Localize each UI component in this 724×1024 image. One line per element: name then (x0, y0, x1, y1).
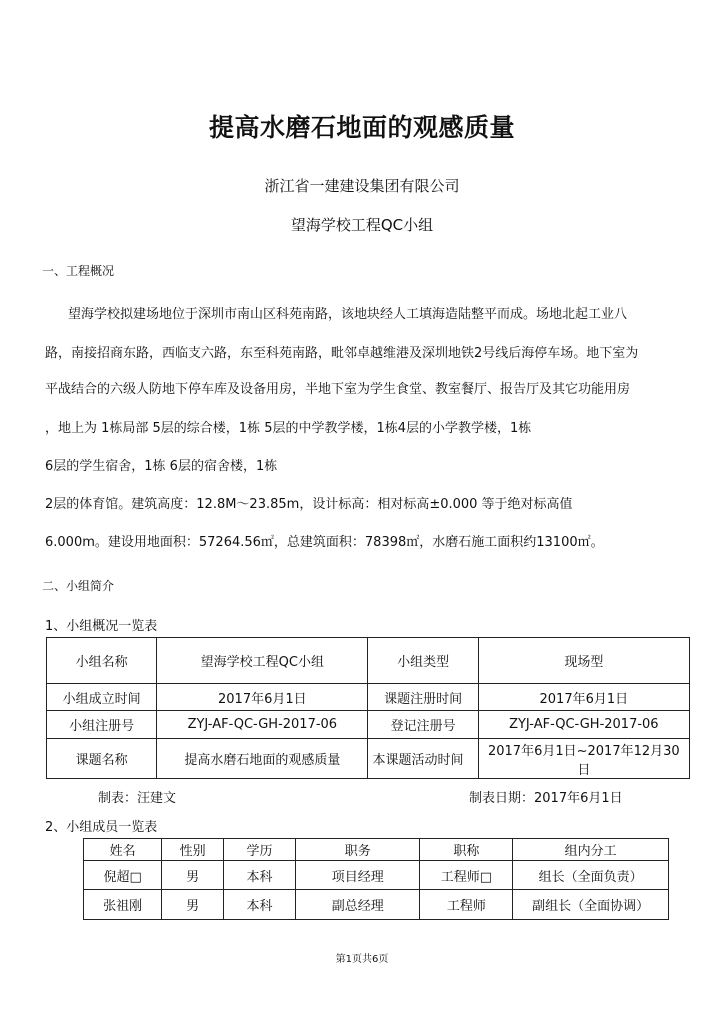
table-cell: 本科 (223, 861, 295, 890)
table-cell: 2017年6月1日~2017年12月30日 (478, 739, 689, 779)
overview-line: ，地上为 1栋局部 5层的综合楼，1栋 5层的中学教学楼，1栋4层的小学教学楼，1栋 (45, 421, 532, 436)
table-cell: 课题名称 (47, 739, 157, 779)
overview-line: 平战结合的六级人防地下停车库及设备用房，半地下室为学生食堂、教室餐厅、报告厅及其它功能用房 (45, 382, 631, 397)
table-cell: 项目经理 (296, 861, 420, 890)
overview-line: 6层的学生宿舍，1栋 6层的宿舍楼，1栋 (45, 459, 278, 474)
made-date: 制表日期：2017年6月1日 (469, 791, 623, 806)
table-row (47, 638, 690, 684)
table-cell: 课题注册时间 (368, 684, 478, 711)
table-cell: 男 (162, 861, 224, 890)
table-cell: 工程师□ (420, 861, 513, 890)
table-cell: 提高水磨石地面的观感质量 (157, 739, 368, 779)
made-by: 制表：汪建文 (98, 791, 177, 806)
table-row (84, 890, 669, 920)
table-header-cell: 组内分工 (513, 839, 669, 861)
table-cell: 小组成立时间 (47, 684, 157, 711)
table-header-cell: 职务 (296, 839, 420, 861)
table-cell: 工程师 (420, 890, 513, 920)
table-cell: 副组长（全面协调） (513, 890, 669, 920)
table-cell: 小组注册号 (47, 711, 157, 739)
table-cell: ZYJ-AF-QC-GH-2017-06 (157, 711, 368, 739)
table-cell: 小组类型 (368, 638, 478, 684)
table-cell: 男 (162, 890, 224, 920)
group-members-table (83, 838, 669, 920)
table-cell: 登记注册号 (368, 711, 478, 739)
group-name: 望海学校工程QC小组 (290, 216, 434, 234)
table-cell: 望海学校工程QC小组 (157, 638, 368, 684)
table-cell: ZYJ-AF-QC-GH-2017-06 (478, 711, 689, 739)
overview-line: 6.000m。建设用地面积：57264.56㎡，总建筑面积：78398㎡，水磨石施工面积约13100㎡。 (45, 535, 604, 550)
table-row (47, 711, 690, 739)
table-row (84, 861, 669, 890)
section-overview-heading: 一、工程概况 (42, 264, 115, 278)
table-cell: 组长（全面负责） (513, 861, 669, 890)
table-header-cell: 职称 (420, 839, 513, 861)
table-cell: 副总经理 (296, 890, 420, 920)
table-cell: 张祖刚 (84, 890, 162, 920)
table-cell: 2017年6月1日 (157, 684, 368, 711)
table2-title: 2、小组成员一览表 (45, 820, 158, 835)
table1-title: 1、小组概况一览表 (45, 619, 158, 634)
table-cell: 倪超□ (84, 861, 162, 890)
section-group-heading: 二、小组简介 (42, 579, 115, 593)
table-cell: 现场型 (478, 638, 689, 684)
table-cell: 小组名称 (47, 638, 157, 684)
table-cell: 本课题活动时间 (368, 739, 478, 779)
overview-line: 2层的体育馆。建筑高度：12.8M～23.85m，设计标高：相对标高±0.000 等于绝对标高值 (45, 497, 573, 512)
table-row (47, 684, 690, 711)
table-cell: 本科 (223, 890, 295, 920)
table-header-cell: 姓名 (84, 839, 162, 861)
table-header-cell: 学历 (223, 839, 295, 861)
group-overview-table (46, 637, 690, 779)
company-name: 浙江省一建建设集团有限公司 (264, 177, 460, 195)
document-title: 提高水磨石地面的观感质量 (208, 113, 515, 142)
overview-line: 路，南接招商东路，西临支六路，东至科苑南路，毗邻卓越维港及深圳地铁2号线后海停车场。地下室为 (45, 346, 639, 361)
table-header-cell: 性别 (162, 839, 224, 861)
table-header-row (84, 839, 669, 861)
table-cell: 2017年6月1日 (478, 684, 689, 711)
table-row (47, 739, 690, 779)
page-footer: 第1页共6页 (335, 954, 389, 965)
overview-line: 望海学校拟建场地位于深圳市南山区科苑南路，该地块经人工填海造陆整平而成。场地北起工业八 (68, 307, 628, 322)
